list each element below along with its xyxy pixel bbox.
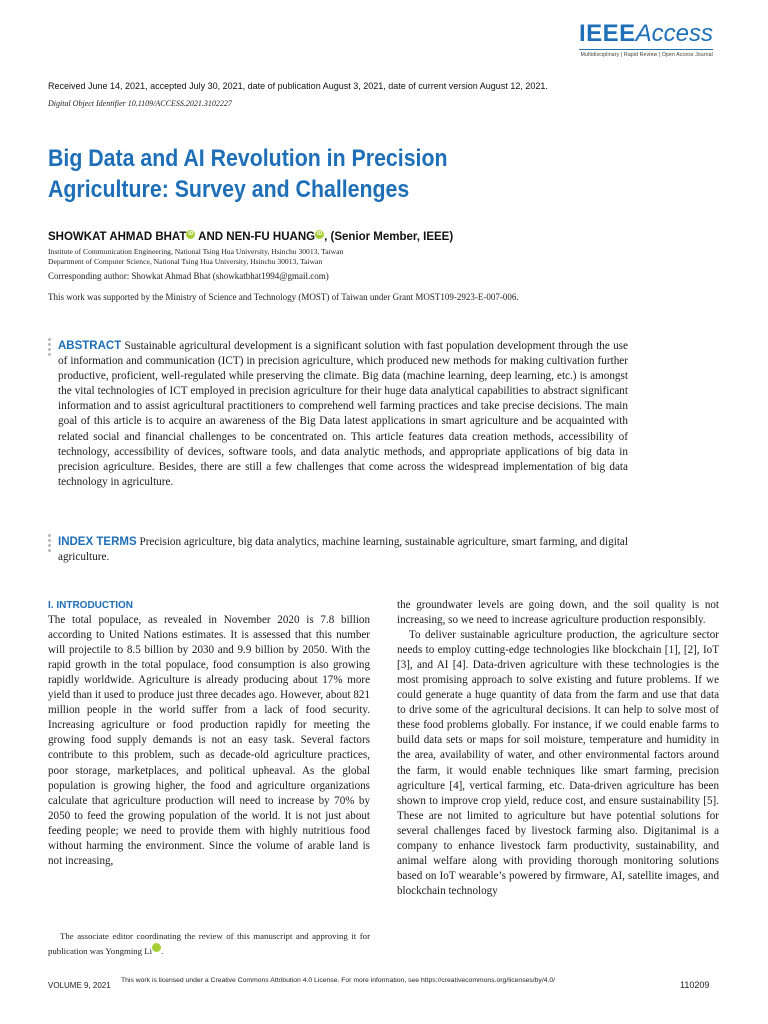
received-dates: Received June 14, 2021, accepted July 30, 2021, date of publication August 3, 2021, date of current version August 12, 2021. [48,81,548,91]
author-line [48,231,453,243]
abstract-dots-icon [48,338,51,358]
right-column [397,598,719,899]
index-terms-label: INDEX TERMS [58,536,137,548]
footnote-text: The associate editor coordinating the review of this manuscript and approving it for publication was Yongming Li [48,931,370,956]
author-1[interactable]: SHOWKAT AHMAD BHAT [48,231,187,243]
section-heading: I. INTRODUCTION [48,600,133,611]
affiliation-1: Institute of Communication Engineering, National Tsing Hua University, Hsinchu 30013, Taiwan [48,247,344,256]
corresponding-author: Corresponding author: Showkat Ahmad Bhat (showkatbhat1994@gmail.com) [48,271,329,281]
license-note[interactable]: This work is licensed under a Creative Commons Attribution 4.0 License. For more information, see https://creativecommons.org/licenses/by/4.0/ [121,977,556,984]
index-terms [58,535,628,565]
abstract-text: Sustainable agricultural development is a significant solution with fast population development through the use of information and communication (ICT) in precision agriculture, which produced new methods for making cultivation further productive, proficient, well-regulated while preserving the climate. Big data (machine learning, deep learning, etc.) is amongst the vital technologies of ICT employed in precision agriculture for their huge data analytical capabilities to abstract significant information and to assist agricultural practitioners to comprehend well farming practices and take precise decisions. The main goal of this article is to acquire an awareness of the Big Data latest applications in smart agriculture and be acquainted with related social and financial challenges to be concentrated on. This article features data creation methods, accessibility of technology, accessibility of devices, software tools, and data analytic methods, and appropriate applications of big data in precision agriculture. Besides, there are still a few challenges that come across the widespread implementation of big data technology in agriculture. [58,340,628,488]
footnote [48,929,370,959]
orcid-icon[interactable]: iD [152,943,161,952]
logo-rule [579,49,713,50]
logo-access: Access [635,20,713,47]
footnote-end: . [161,946,164,956]
title-line-1: Big Data and AI Revolution in Precision [48,145,448,172]
author-membership: , (Senior Member, IEEE) [324,231,454,243]
intro-paragraph-2: the groundwater levels are going down, and the soil quality is not increasing, so we need to increase agriculture production responsibly. [397,599,719,627]
orcid-icon[interactable]: iD [188,231,194,237]
intro-paragraph-3: To deliver sustainable agriculture production, the agriculture sector needs to employ cutting-edge technologies like blockchain [1], [2], IoT [3], and AI [4]. Data-driven agriculture with these technologies is the most promising approach to solve existing and future problems. If we could generate a huge quantity of data from the farm and use that data to drive some of the agricultural decisions. It can help to solve most of these food problems globally. For instance, if we could enable farms to build data sets or maps for soil moisture, temperature and humidity in the area, availability of water, and other environmental factors around the farm, it would enable techniques like smart farming, precision agriculture [4], vertical farming, etc. Data-driven agriculture has been shown to improve crop yield, reduce cost, and ensure sustainability [5]. These are not limited to agriculture but have potential solutions for several challenges faced by livestock farming also. Digitanimal is a company to enhance livestock farm productivity, sustainability, and animal welfare along with providing thorough monitoring solutions based on IoT wearable’s powered by firmware, AI, satellite images, and blockchain technology [397,629,719,897]
logo-tagline: Multidisciplinary | Rapid Review | Open Access Journal [580,52,713,58]
left-column [48,598,370,869]
abstract-label: ABSTRACT [58,340,122,352]
author-2[interactable]: AND NEN-FU HUANG [195,231,316,243]
orcid-icon[interactable]: iD [317,231,323,237]
title-line-2: Agriculture: Survey and Challenges [48,176,410,203]
page-number: 110209 [680,980,710,990]
paper-title [48,143,500,205]
logo-ieee: IEEE [578,20,636,47]
abstract [58,339,628,490]
journal-logo [579,20,713,58]
affiliation-2: Department of Computer Science, National Tsing Hua University, Hsinchu 30013, Taiwan [48,257,323,266]
index-terms-text: Precision agriculture, big data analytics, machine learning, sustainable agriculture, smart farming, and digital agriculture. [58,536,629,564]
funding-note: This work was supported by the Ministry of Science and Technology (MOST) of Taiwan under Grant MOST109-2923-E-007-006. [48,292,519,302]
doi[interactable]: Digital Object Identifier 10.1109/ACCESS.2021.3102227 [48,99,232,108]
intro-paragraph-1: The total populace, as revealed in November 2020 is 7.8 billion according to United Nations estimates. It is assessed that this number will projectile to 8.5 billion by 2030 and 9.9 billion by 2050. With the rapid growth in the total populace, food consumption is also growing rapidly worldwide. Agriculture is already producing about 17% more yield than it used to produce just three decades ago. However, about 821 million people in the world suffer from a lack of food security. Increasing agriculture or food production rapidly for meeting the growing food supply demands is not an easy task. Several factors contribute to this problem, such as decade-old agriculture practices, poor storage, marketplaces, and political upheaval. As the global population is growing higher, the food and agriculture organizations calculate that agriculture production will need to increase by 70% by 2050 to feed the growing population of the world. It is not just about feeding people; we need to provide them with highly nutritious food without harming the environment. Since the volume of arable land is not increasing, [48,614,370,867]
volume: VOLUME 9, 2021 [48,981,111,990]
index-terms-dots-icon [48,534,51,554]
